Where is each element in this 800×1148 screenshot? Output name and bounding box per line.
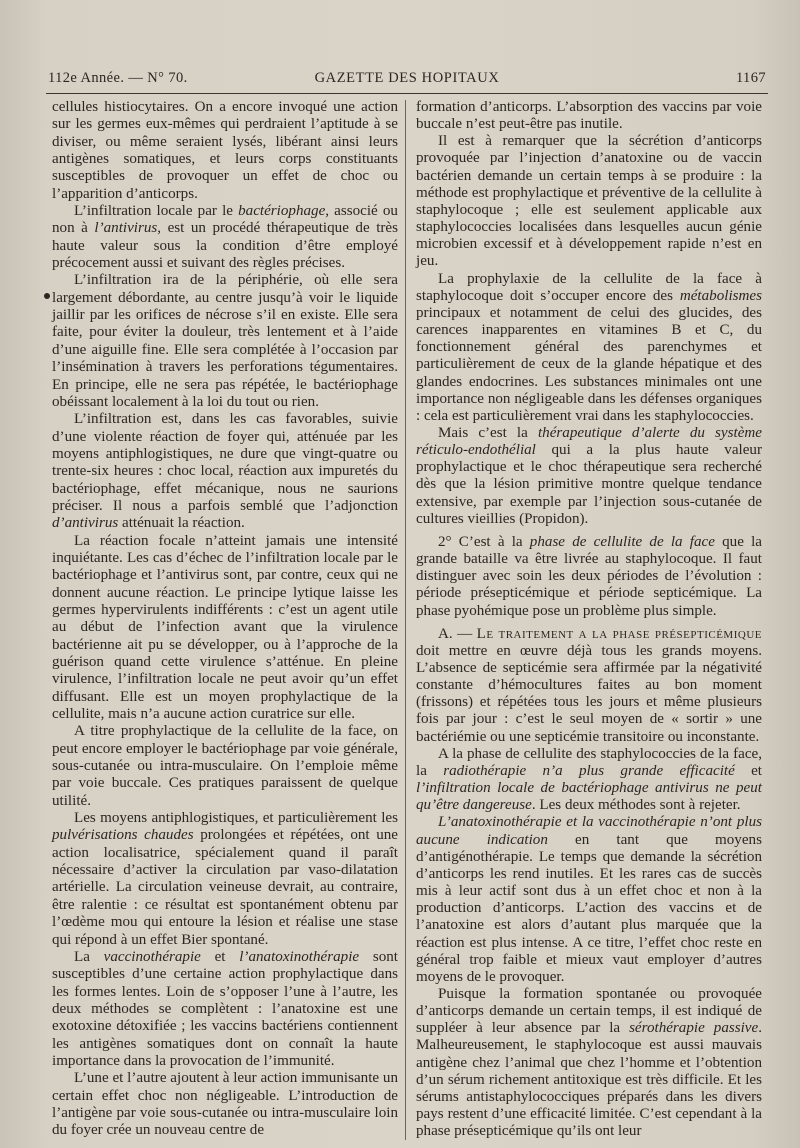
paragraph [52,1070,398,1139]
text-run: sont susceptibles d’une certaine action prophylactique dans les formes lentes. Loin de s’opposer l’une à l’autre, les deux méthodes se complètent : l’anatoxine est une exotoxine détoxifiée ; les vaccins bactériens contiennent les antigènes somatiques dont on connaît la haute importance dans la provocation de l’immunité. [52,948,398,1069]
section-heading: Le traitement a la phase présepticémique [476,625,762,642]
text-run: A titre prophylactique de la cellulite de la face, on peut encore employer le bactériophage par voie générale, sous-cutanée ou intra-musculaire. On l’emploie même par voie buccale. Ces pratiques paraissent de quelque utilité. [52,723,398,809]
paragraph [416,271,762,425]
text-run: prolongées et répétées, ont une action localisatrice, spécialement quand il paraît nécessaire d’activer la circulation par vaso-dilatation artérielle. La circulation veineuse devrait, au contraire, être ralentie : ce résultat est spontanément obtenu par l’œdème mou qui entoure la lésion et réalise une stase qui répond à un effet Bier spontané. [52,827,398,948]
text-run: qui a la plus haute valeur prophylactique et le choc thérapeutique sera recherché dès que la lésion primitive montre quelque tendance extensive, par exemple par l’injection sous-cutanée de cultures vieillies (Propidon). [416,442,762,527]
text-run: Il est à remarquer que la sécrétion d’anticorps provoquée par l’injection d’anatoxine ou de vaccin bactérien demande un certain temps à se produire : la méthode est prophylactique et préventive de la cellulite à staphylocoque ; elle est seulement applicable aux staphylococcies localisées dans lesquelles aucun génie microbien excessif et à développement rapide n’est en jeu. [416,133,762,270]
text-run: et [734,762,762,779]
text-run: et [200,948,240,965]
paragraph [416,814,762,986]
text-run: Les moyens antiphlogistiques, et particulièrement les [74,810,398,827]
italic-text: l’anatoxinothérapie [239,948,360,965]
text-run: La [74,948,104,965]
paragraph [416,746,762,815]
paragraph [52,723,398,810]
text-run: Mais c’est la [438,424,538,441]
text-run: 2° C’est à la [438,533,530,550]
text-run: A. — [438,625,477,642]
paragraph [416,133,762,270]
page-header [48,70,766,92]
header-rule [46,93,768,94]
text-run: cellules histiocytaires. On a encore invoqué une action sur les germes eux-mêmes qui perdraient l’aptitude à se diviser, ou même seraient lysés, libérant ainsi leurs antigènes somatiques, et leurs corps constituants susceptibles de provoquer un effet de choc ou l’apparition d’anticorps. [52,99,398,202]
page-number: 1167 [735,70,766,86]
paragraph [52,99,398,203]
text-run: atténuait la réaction. [118,515,245,532]
text-run: . Malheureusement, le staphylocoque est aussi mauvais antigène chez l’animal que chez l’homme et l’obtention d’un sérum richement antitoxique est très difficile. Et les sérums antistaphylococciques préparés dans les divers pays restent d’une efficacité limitée. C’est cependant à la phase présepticémique qu’ils ont leur [416,1020,762,1140]
paragraph [52,533,398,724]
text-run: L’infiltration locale par le [74,203,239,220]
text-run: en tant que moyens d’antigénothérapie. Le temps que demande la sécrétion d’anticorps les rend inutiles. Et les rares cas de succès mis à leur actif sont dus à un effet choc et non à la production d’anticorps. L’action des vaccins et de l’anatoxine est alors d’autant plus marquée que la réaction est plus intense. A ce titre, l’effet choc reste en général trop faible et mieux vaut employer d’autres moyens de le provoquer. [416,831,762,985]
paragraph [416,99,762,133]
section-heading-paragraph [416,626,762,746]
column-divider [405,100,406,1140]
italic-text: métabolismes [679,287,762,304]
paragraph [52,810,398,949]
text-run: Puisque la formation spontanée ou provoquée d’anticorps demande un certain temps, il est indiqué de suppléer à leur absence par la [416,985,762,1037]
issue-info: 112e Année. — N° 70. [48,70,188,86]
italic-text: thérapeutique d’alerte du système réticulo-endothélial [416,424,762,459]
journal-title: GAZETTE DES HOPITAUX [314,70,500,86]
paragraph [416,986,762,1140]
text-run: L’infiltration est, dans les cas favorables, suivie d’une violente réaction de foyer qui, atténuée par les moyens antiphlogistiques, ne dure que vingt-quatre ou trente-six heures : choc local, réaction aux impuretés du bactériophage, effet mécanique, nous ne saurions préciser. Il nous a parfois semblé que l’adjonction [52,411,398,514]
italic-text: d’antivirus [52,515,119,532]
margin-mark [44,293,50,299]
italic-text: vaccinothérapie [103,948,201,965]
italic-text: L’anatoxinothérapie et la vaccinothérapie n’ont plus aucune indication [416,814,762,848]
paragraph [52,272,398,411]
italic-text: sérothérapie passive [629,1020,759,1037]
paragraph [416,534,762,620]
text-run: La prophylaxie de la cellulite de la face à staphylocoque doit s’occuper encore des [416,270,762,304]
text-run: A la phase de cellulite des staphylococcies de la face, la [416,745,762,779]
paragraph [52,949,398,1070]
text-run: L’infiltration ira de la périphérie, où elle sera largement débordante, au centre jusqu’à voir le liquide jaillir par les orifices de nécrose s’il en existe. Elle sera faite, pour éviter la douleur, très lentement et à l’aide d’une aiguille fine. Elle sera complétée à l’occasion par l’insémination à travers les perforations tégumentaires. En principe, elle ne sera pas répétée, le bactériophage obéissant localement à la loi du tout ou rien. [52,272,398,410]
text-run: L’une et l’autre ajoutent à leur action immunisante un certain effet choc non négligeable. L’introduction de l’antigène par voie sous-cutanée ou intra-musculaire loin du foyer crée un nouveau centre de [52,1070,398,1139]
italic-text: l’antivirus [94,220,158,237]
text-run: , est un procédé thérapeutique de très haute valeur sous la condition d’être employé précocement aussi et suivant des règles précises. [52,220,398,272]
paragraph [416,425,762,528]
paragraph [52,203,398,272]
paragraph [52,411,398,532]
italic-text: pulvérisations chaudes [52,827,194,844]
italic-text: bactériophage [238,203,326,220]
text-run: formation d’anticorps. L’absorption des vaccins par voie buccale n’est peut-être pas inutile. [416,99,762,133]
text-run: principaux et notamment de celui des glucides, des carences inapparentes en vitamines B et C, du fonctionnement général des parenchymes et particulièrement de ceux de la glande hépatique et des glandes endocrines. Les substances minimales ont une importance non négligeable dans les défenses organiques : cela est particulièrement vrai dans les staphylococcies. [416,304,762,424]
text-run: La réaction focale n’atteint jamais une intensité inquiétante. Les cas d’échec de l’infiltration locale par le bactériophage et l’antivirus sont, par contre, ceux qui ne donnent aucune réaction. Le principe lytique laisse les germes hypervirulents indifférents : c’est un agent utile au début de l’infection avant que la virulence bactérienne ait pu se développer, ou à l’approche de la guérison quand cette virulence s’atténue. En pleine virulence, l’infiltration locale ne peut avoir qu’un effet diffusant. Elle est un moyen prophylactique de la cellulite, mais n’a aucune action curatrice sur elle. [52,532,398,723]
text-run: . Les deux méthodes sont à rejeter. [531,797,741,814]
text-run: , associé ou non à [52,203,398,237]
italic-text: phase de cellulite de la face [529,533,715,550]
text-run: que la grande bataille va être livrée au staphylocoque. Il faut distinguer avec soin les deux périodes de l’évolution : période présepticémique et période septicémique. La phase pyohémique pose un problème plus simple. [416,533,762,619]
italic-text: radiothérapie n’a plus grande efficacité [443,762,735,779]
left-column [52,99,398,1140]
italic-text: l’infiltration locale de bactériophage antivirus ne peut qu’être dangereuse [416,780,762,814]
right-column [416,99,762,1140]
text-run: doit mettre en œuvre déjà tous les grands moyens. L’absence de septicémie sera affirmée par la négativité constante d’hémocultures faites au bon moment (frissons) et répétées tous les jours et même plusieurs fois par jour : c’est le seul moyen de « sortir » une bactériémie ou une septicémie transitoire ou inconstante. [416,642,762,745]
